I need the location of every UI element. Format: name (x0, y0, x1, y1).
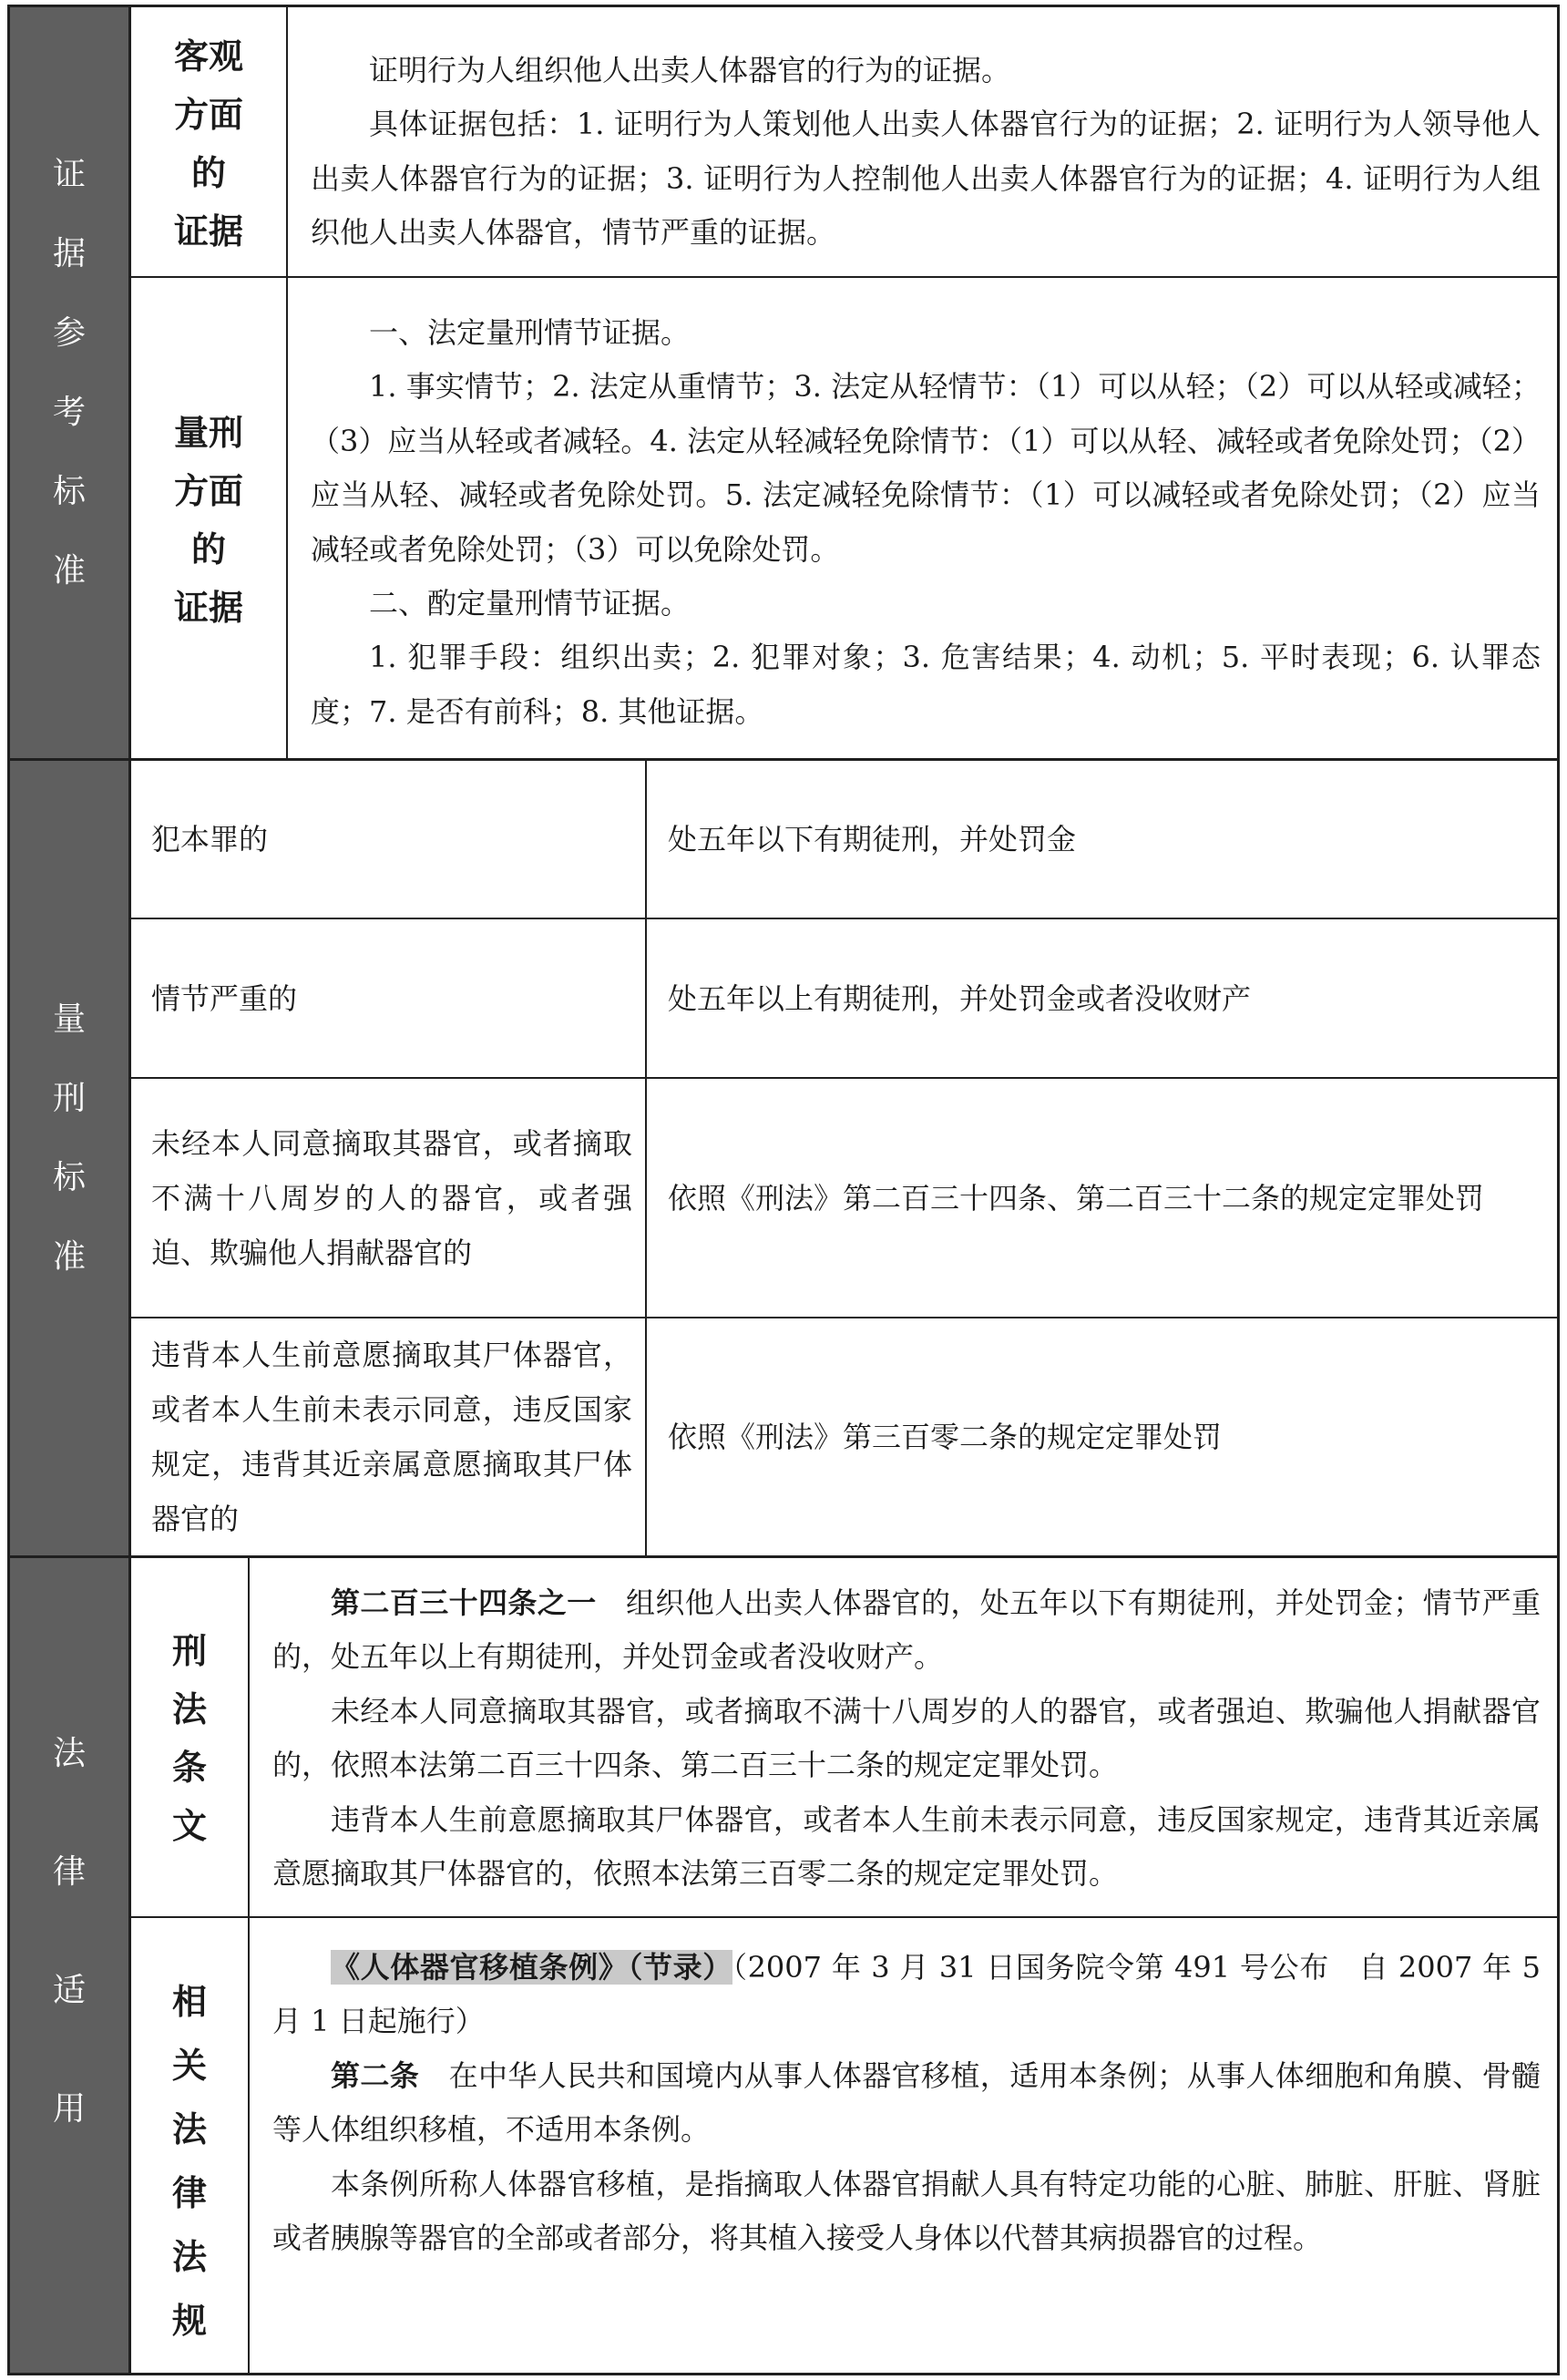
law-application-section (7, 1555, 1560, 2375)
related-laws-label: 相 关 法 律 法 规 (171, 1982, 207, 2341)
side-char: 据 (52, 235, 86, 272)
side-char: 法 (52, 1735, 86, 1772)
table-row-condition: 未经本人同意摘取其器官，或者摘取不满十八周岁的人的器官，或者强迫、欺骗他人捐献器官的 (151, 1125, 632, 1270)
sentencing-standard-section (7, 758, 1560, 1558)
side-char: 证 (52, 156, 86, 193)
sentencing-evidence-text: 一、法定量刑情节证据。 1. 事实情节；2. 法定从重情节；3. 法定从轻情节：（1）可以从轻；（2）可以从轻或减轻；（3）应当从轻或者减轻。4. 法定从轻减轻免除情节：（1）可以从轻、减轻或者免除处罚；（2）应当从轻、减轻或者免除处罚。5. 法定减轻免除情节：（1）可以减轻或者免除处罚；（2）应当减轻或者免除处罚；（3）可以免除处罚。 二、酌定量刑情节证据。 1. 犯罪手段：组织出卖；2. 犯罪对象；3. 危害结果；4. 动机；5. 平时表现；6. 认罪态度；7. 是否有前科；8. 其他证据。 (311, 315, 1541, 729)
article-title: 第二条 (331, 2057, 420, 2093)
column-divider (645, 761, 647, 1555)
table-row-penalty: 依照《刑法》第三百零二条的规定定罪处罚 (668, 1420, 1223, 1454)
table-row-condition: 情节严重的 (151, 980, 298, 1016)
side-char: 律 (52, 1853, 86, 1891)
side-char: 适 (52, 1972, 86, 2009)
table-row-condition: 犯本罪的 (151, 822, 269, 857)
side-char: 标 (52, 473, 86, 510)
sentencing-evidence-label: 量刑 方面 的 证据 (173, 413, 243, 628)
side-char: 用 (52, 2090, 86, 2128)
side-char: 参 (52, 314, 86, 352)
column-divider (248, 1558, 250, 2373)
side-char: 刑 (52, 1080, 86, 1117)
law-application-side-header (10, 1558, 131, 2373)
table-row-penalty: 处五年以上有期徒刑，并处罚金或者没收财产 (668, 980, 1252, 1016)
row-divider (131, 276, 1557, 278)
criminal-law-label: 刑 法 条 文 (171, 1631, 207, 1846)
side-char: 准 (52, 552, 86, 590)
side-char: 标 (52, 1159, 86, 1196)
criminal-law-text: 第二百三十四条之一 组织他人出卖人体器官的，处五年以下有期徒刑，并处罚金；情节严重的，处五年以上有期徒刑，并处罚金或者没收财产。 未经本人同意摘取其器官，或者摘取不满十八周岁的人的器官，或者强迫、欺骗他人捐献器官的，依照本法第二百三十四条、第二百三十二条的规定定罪处罚。 违背本人生前意愿摘取其尸体器官，或者本人生前未表示同意，违反国家规定，违背其近亲属意愿摘取其尸体器官的，依照本法第三百零二条的规定定罪处罚。 (272, 1585, 1541, 1892)
evidence-section (7, 5, 1560, 761)
regulation-title: 《人体器官移植条例》（节录） (331, 1950, 732, 1985)
objective-evidence-text: 证明行为人组织他人出卖人体器官的行为的证据。 具体证据包括：1. 证明行为人策划他人出卖人体器官行为的证据；2. 证明行为人领导他人出卖人体器官行为的证据；3. 证明行为人控制他人出卖人体器官行为的证据；4. 证明行为人组织他人出卖人体器官，情节严重的证据。 (311, 53, 1541, 251)
related-laws-text: 《人体器官移植条例》（节录）（2007 年 3 月 31 日国务院令第 491 号公布 自 2007 年 5 月 1 日起施行） 第二条 在中华人民共和国境内从事人体器官移植，适用本条例；从事人体细胞和角膜、骨髓等人体组织移植，不适用本条例。 本条例所称人体器官移植，是指摘取人体器官捐献人具有特定功能的心脏、肺脏、肝脏、肾脏或者胰腺等器官的全部或者部分，将其植入接受人身体以代替其病损器官的过程。 (272, 1950, 1541, 2256)
side-char: 准 (52, 1238, 86, 1276)
table-row-condition: 违背本人生前意愿摘取其尸体器官，或者本人生前未表示同意，违反国家规定，违背其近亲属意愿摘取其尸体器官的 (151, 1338, 632, 1536)
objective-evidence-label: 客观 方面 的 证据 (173, 36, 243, 251)
side-char: 量 (52, 1000, 86, 1038)
table-row-penalty: 处五年以下有期徒刑，并处罚金 (668, 822, 1077, 857)
row-divider (131, 1916, 1557, 1918)
sentencing-standard-side-header (10, 761, 131, 1555)
side-char: 考 (52, 394, 86, 431)
column-divider (286, 7, 288, 758)
table-row-penalty: 依照《刑法》第二百三十四条、第二百三十二条的规定定罪处罚 (668, 1180, 1485, 1216)
evidence-side-header (10, 7, 131, 758)
article-title: 第二百三十四条之一 (331, 1585, 597, 1620)
